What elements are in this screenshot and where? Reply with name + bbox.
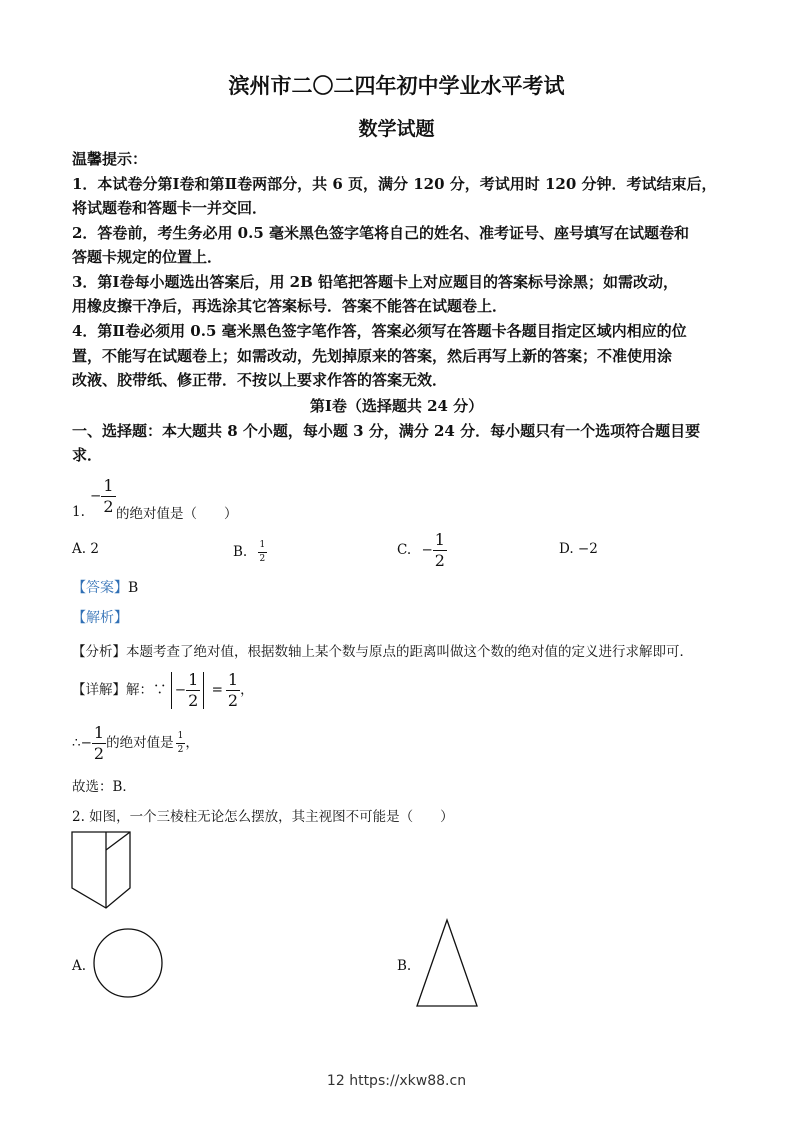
notice-item-4-line-1: 4．第Ⅱ卷必须用 0.5 毫米黑色签字笔作答，答案必须写在答题卡各题目指定区域内相应的位: [72, 322, 687, 340]
notice-item-2-line-1: 2．答卷前，考生务必用 0.5 毫米黑色签字笔将自己的姓名、准考证号、座号填写在试题卷和: [72, 224, 689, 242]
triangle-option-figure: [415, 918, 479, 1008]
q2-option-a-label: A.: [72, 958, 87, 974]
exam-title: 滨州市二〇二四年初中学业水平考试: [228, 73, 565, 98]
circle-option-figure: [90, 928, 166, 1000]
q1-analysis-label: 【解析】: [72, 610, 128, 626]
page-footer: [0, 1073, 793, 1089]
section-1-line-1: 一、选择题：本大题共 8 个小题，每小题 3 分，满分 24 分．每小题只有一个选项符合题目要: [72, 422, 701, 440]
notice-item-3-line-1: 3．第Ⅰ卷每小题选出答案后，用 2B 铅笔把答题卡上对应题目的答案标号涂黑；如需改动，: [72, 273, 679, 291]
notice-item-1-line-1: 1．本试卷分第Ⅰ卷和第Ⅱ卷两部分，共 6 页，满分 120 分，考试用时 120 分钟．考试结束后，: [72, 175, 717, 193]
notice-item-2-line-2: 答题卡规定的位置上．: [72, 248, 223, 266]
q1-option-b: B. $\frac{1}{2}$: [233, 540, 266, 564]
q1-therefore: ∴− $\frac{1}{2}$ 的绝对值是 $\frac{1}{2}$ ，: [72, 723, 199, 763]
q1-number: 1.: [72, 504, 85, 520]
q1-fenxi: 【分析】本题考查了绝对值，根据数轴上某个数与原点的距离叫做这个数的绝对值的定义进行求解即可．: [72, 644, 693, 660]
q1-answer: 【答案】B: [72, 580, 139, 596]
q1-option-a: A. 2: [72, 541, 99, 557]
q2-option-b-label: B.: [397, 958, 412, 974]
notice-item-4-line-2: 置，不能写在试题卷上；如需改动，先划掉原来的答案，然后再写上新的答案；不准使用涂: [72, 347, 673, 365]
part-1-heading: 第Ⅰ卷（选择题共 24 分）: [309, 397, 484, 415]
q1-option-d: D. −2: [559, 541, 598, 557]
notice-item-3-line-2: 用橡皮擦干净后，再选涂其它答案标号．答案不能答在试题卷上．: [72, 297, 508, 315]
notice-item-4-line-3: 改液、胶带纸、修正带．不按以上要求作答的答案无效．: [72, 371, 448, 389]
q1-stem: 的绝对值是（ ）: [116, 506, 238, 522]
q1-detail: 【详解】解：∵ − $\frac{1}{2}$ = $\frac{1}{2}$ ，: [72, 670, 254, 710]
q2-stem: 2. 如图，一个三棱柱无论怎么摆放，其主视图不可能是（ ）: [72, 809, 454, 825]
q1-fraction: − $\frac{1}{2}$: [90, 476, 114, 516]
notice-heading: 温馨提示：: [72, 150, 148, 168]
fraction-one-half: $\frac{1}{2}$: [103, 476, 114, 516]
q1-option-c: C. − $\frac{1}{2}$: [397, 530, 445, 570]
section-1-line-2: 求．: [72, 446, 103, 464]
q1-choose: 故选：B．: [72, 779, 136, 795]
footer-url: https://xkw88.cn: [349, 1073, 467, 1089]
page-number: 12: [326, 1073, 345, 1089]
exam-subtitle: 数学试题: [358, 118, 435, 140]
prism-figure: [70, 830, 134, 910]
notice-item-1-line-2: 将试题卷和答题卡一并交回．: [72, 199, 268, 217]
